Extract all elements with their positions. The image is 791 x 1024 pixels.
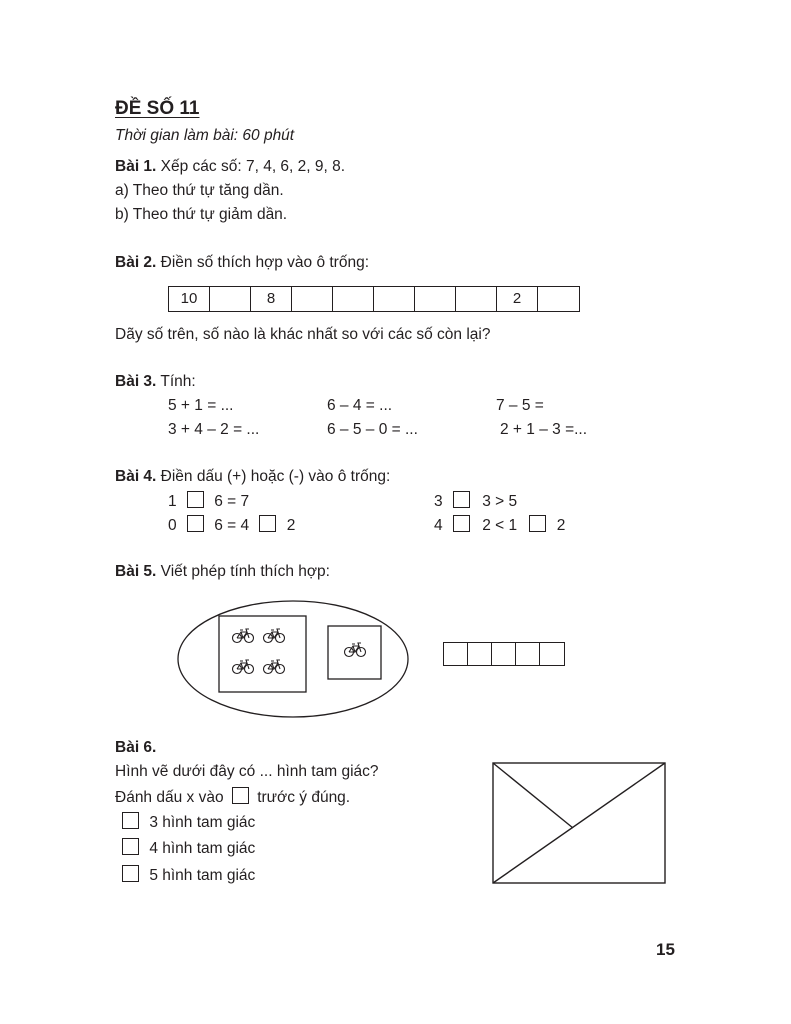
sign-box[interactable]: [187, 491, 204, 508]
calc-r2c1: 3 + 4 – 2 = ...: [168, 421, 260, 438]
bicycle-icon: [233, 660, 254, 674]
operand: 2 < 1: [482, 517, 518, 534]
seq-cell[interactable]: 10: [169, 287, 210, 311]
bike-groups-figure: [175, 598, 411, 720]
bai5-text: Viết phép tính thích hợp:: [160, 563, 330, 580]
seq-cell[interactable]: [415, 287, 456, 311]
bai4-heading: [115, 468, 390, 486]
bai2-heading: [115, 254, 369, 272]
calc-r1c3: 7 – 5 =: [496, 397, 544, 414]
bicycle-icon: [345, 643, 366, 657]
sample-checkbox-icon: [232, 787, 249, 804]
bai1-heading: [115, 158, 345, 176]
operand: 4: [434, 517, 443, 534]
answer-cell[interactable]: [540, 643, 564, 665]
option-label: 5 hình tam giác: [149, 867, 256, 884]
bai2-label: Bài 2.: [115, 254, 157, 271]
seq-cell[interactable]: [456, 287, 497, 311]
bicycle-icon: [233, 629, 254, 643]
option-3: [122, 865, 255, 885]
option-1: [122, 812, 255, 832]
answer-cell[interactable]: [444, 643, 468, 665]
operand: 6 = 4: [214, 517, 250, 534]
bai3-heading: [115, 373, 196, 391]
answer-cell[interactable]: [516, 643, 540, 665]
bai1-text: Xếp các số: 7, 4, 6, 2, 9, 8.: [160, 158, 346, 175]
seq-cell[interactable]: [538, 287, 579, 311]
instruction-text: Đánh dấu x vào: [115, 789, 224, 806]
operand: 3 > 5: [482, 493, 518, 510]
number-sequence-row: [168, 286, 580, 312]
figure-line: [493, 763, 665, 883]
bai2-question: Dãy số trên, số nào là khác nhất so với các số còn lại?: [115, 326, 491, 343]
sign-line-l1: [168, 491, 249, 511]
bicycle-icon: [264, 629, 285, 643]
bai5-heading: [115, 563, 330, 581]
sign-box[interactable]: [453, 491, 470, 508]
left-group-box: [219, 616, 306, 692]
calc-r2c2: 6 – 5 – 0 = ...: [327, 421, 418, 438]
seq-cell[interactable]: [210, 287, 251, 311]
operand: 2: [286, 517, 296, 534]
option-label: 3 hình tam giác: [149, 814, 256, 831]
sign-line-l2: [168, 515, 295, 535]
option-label: 4 hình tam giác: [149, 840, 256, 857]
bai6-question: Hình vẽ dưới đây có ... hình tam giác?: [115, 763, 379, 780]
operand: 1: [168, 493, 177, 510]
sign-box[interactable]: [453, 515, 470, 532]
option-2: [122, 838, 255, 858]
option-checkbox[interactable]: [122, 865, 139, 882]
time-limit: Thời gian làm bài: 60 phút: [115, 127, 295, 144]
bicycle-icon: [264, 660, 285, 674]
seq-cell[interactable]: 2: [497, 287, 538, 311]
instruction-text: trước ý đúng.: [257, 789, 351, 806]
triangle-figure: [490, 760, 668, 886]
sign-line-r2: [434, 515, 565, 535]
page-number: 15: [656, 940, 675, 959]
bai1-label: Bài 1.: [115, 158, 157, 175]
bai6-label: Bài 6.: [115, 739, 157, 756]
page-title: ĐỀ SỐ 11: [115, 98, 200, 119]
bai3-text: Tính:: [160, 373, 196, 390]
option-checkbox[interactable]: [122, 812, 139, 829]
sign-box[interactable]: [529, 515, 546, 532]
seq-cell[interactable]: [292, 287, 333, 311]
calc-r1c2: 6 – 4 = ...: [327, 397, 393, 414]
operand: 3: [434, 493, 443, 510]
calc-r2c3: 2 + 1 – 3 =...: [500, 421, 588, 438]
sign-box[interactable]: [187, 515, 204, 532]
bai3-label: Bài 3.: [115, 373, 157, 390]
bai4-label: Bài 4.: [115, 468, 157, 485]
figure-line: [493, 763, 573, 828]
seq-cell[interactable]: 8: [251, 287, 292, 311]
option-checkbox[interactable]: [122, 838, 139, 855]
seq-cell[interactable]: [333, 287, 374, 311]
bai1-a: a) Theo thứ tự tăng dần.: [115, 182, 284, 199]
operand: 0: [168, 517, 177, 534]
bai5-label: Bài 5.: [115, 563, 157, 580]
operand: 2: [556, 517, 566, 534]
bai4-text: Điền dấu (+) hoặc (-) vào ô trống:: [160, 468, 391, 485]
seq-cell[interactable]: [374, 287, 415, 311]
answer-cell[interactable]: [492, 643, 516, 665]
answer-cell[interactable]: [468, 643, 492, 665]
answer-boxes: [443, 642, 565, 666]
calc-r1c1: 5 + 1 = ...: [168, 397, 234, 414]
group-ellipse: [178, 601, 408, 717]
bai2-text: Điền số thích hợp vào ô trống:: [160, 254, 370, 271]
bai1-b: b) Theo thứ tự giảm dần.: [115, 206, 288, 223]
sign-box[interactable]: [259, 515, 276, 532]
operand: 6 = 7: [214, 493, 250, 510]
sign-line-r1: [434, 491, 517, 511]
bai6-instruction: [115, 787, 350, 807]
